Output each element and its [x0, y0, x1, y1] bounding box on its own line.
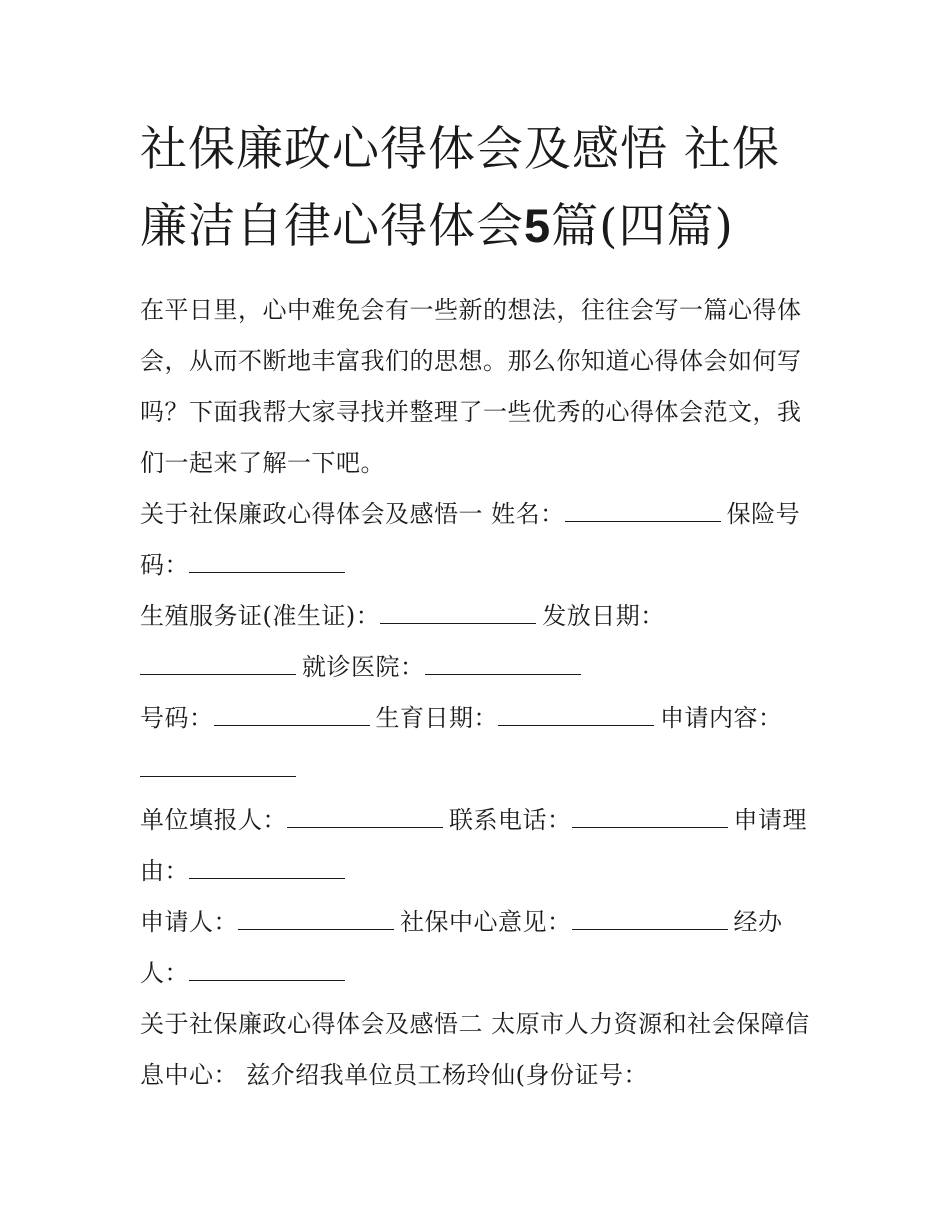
blank-number[interactable] — [214, 705, 370, 726]
label-issue-date: 发放日期： — [542, 602, 665, 630]
label-birth-date: 生育日期： — [375, 704, 498, 732]
form-line-birth-service — [140, 591, 810, 693]
label-number: 号码： — [140, 704, 214, 732]
blank-unit-reporter[interactable] — [287, 807, 443, 828]
label-reason: 申请理由： — [140, 806, 807, 885]
blank-reason[interactable] — [189, 858, 345, 879]
blank-phone[interactable] — [572, 807, 728, 828]
title-text-part1: 社保廉政心得体会及感悟 社保廉洁自律心得体会 — [140, 122, 780, 254]
blank-center-opinion[interactable] — [572, 909, 728, 930]
blank-insurance-number[interactable] — [189, 552, 345, 573]
form-line-number-birthdate — [140, 693, 810, 795]
form-line-name-insurance — [140, 489, 810, 591]
label-center-opinion: 社保中心意见： — [400, 908, 572, 936]
label-application-content: 申请内容： — [660, 704, 783, 732]
title-text-part2: 篇(四篇) — [551, 199, 734, 254]
label-applicant: 申请人： — [140, 908, 238, 936]
label-name: 关于社保廉政心得体会及感悟一 姓名： — [140, 500, 565, 528]
section-two-paragraph: 关于社保廉政心得体会及感悟二 太原市人力资源和社会保障信息中心： 兹介绍我单位员工杨玲仙(身份证号： — [140, 1010, 810, 1089]
label-handler: 经办人： — [140, 908, 783, 987]
form-line-applicant — [140, 897, 810, 999]
blank-birth-date[interactable] — [498, 705, 654, 726]
blank-issue-date[interactable] — [140, 654, 296, 675]
blank-birth-certificate[interactable] — [380, 603, 536, 624]
label-unit-reporter: 单位填报人： — [140, 806, 287, 834]
intro-paragraph: 在平日里，心中难免会有一些新的想法，往往会写一篇心得体会，从而不断地丰富我们的思想。那么你知道心得体会如何写吗？下面我帮大家寻找并整理了一些优秀的心得体会范文，我们一起来了解一下吧。 — [140, 296, 802, 477]
blank-hospital[interactable] — [425, 654, 581, 675]
form-line-reporter — [140, 795, 810, 897]
label-hospital: 就诊医院： — [302, 653, 425, 681]
document-title — [140, 112, 810, 265]
label-phone: 联系电话： — [449, 806, 572, 834]
blank-handler[interactable] — [189, 960, 345, 981]
label-insurance-number: 保险号码： — [140, 500, 801, 579]
blank-applicant[interactable] — [238, 909, 394, 930]
label-birth-certificate: 生殖服务证(准生证)： — [140, 602, 381, 630]
blank-application-content[interactable] — [140, 756, 296, 777]
blank-name[interactable] — [565, 501, 721, 522]
title-number: 5 — [524, 199, 552, 252]
